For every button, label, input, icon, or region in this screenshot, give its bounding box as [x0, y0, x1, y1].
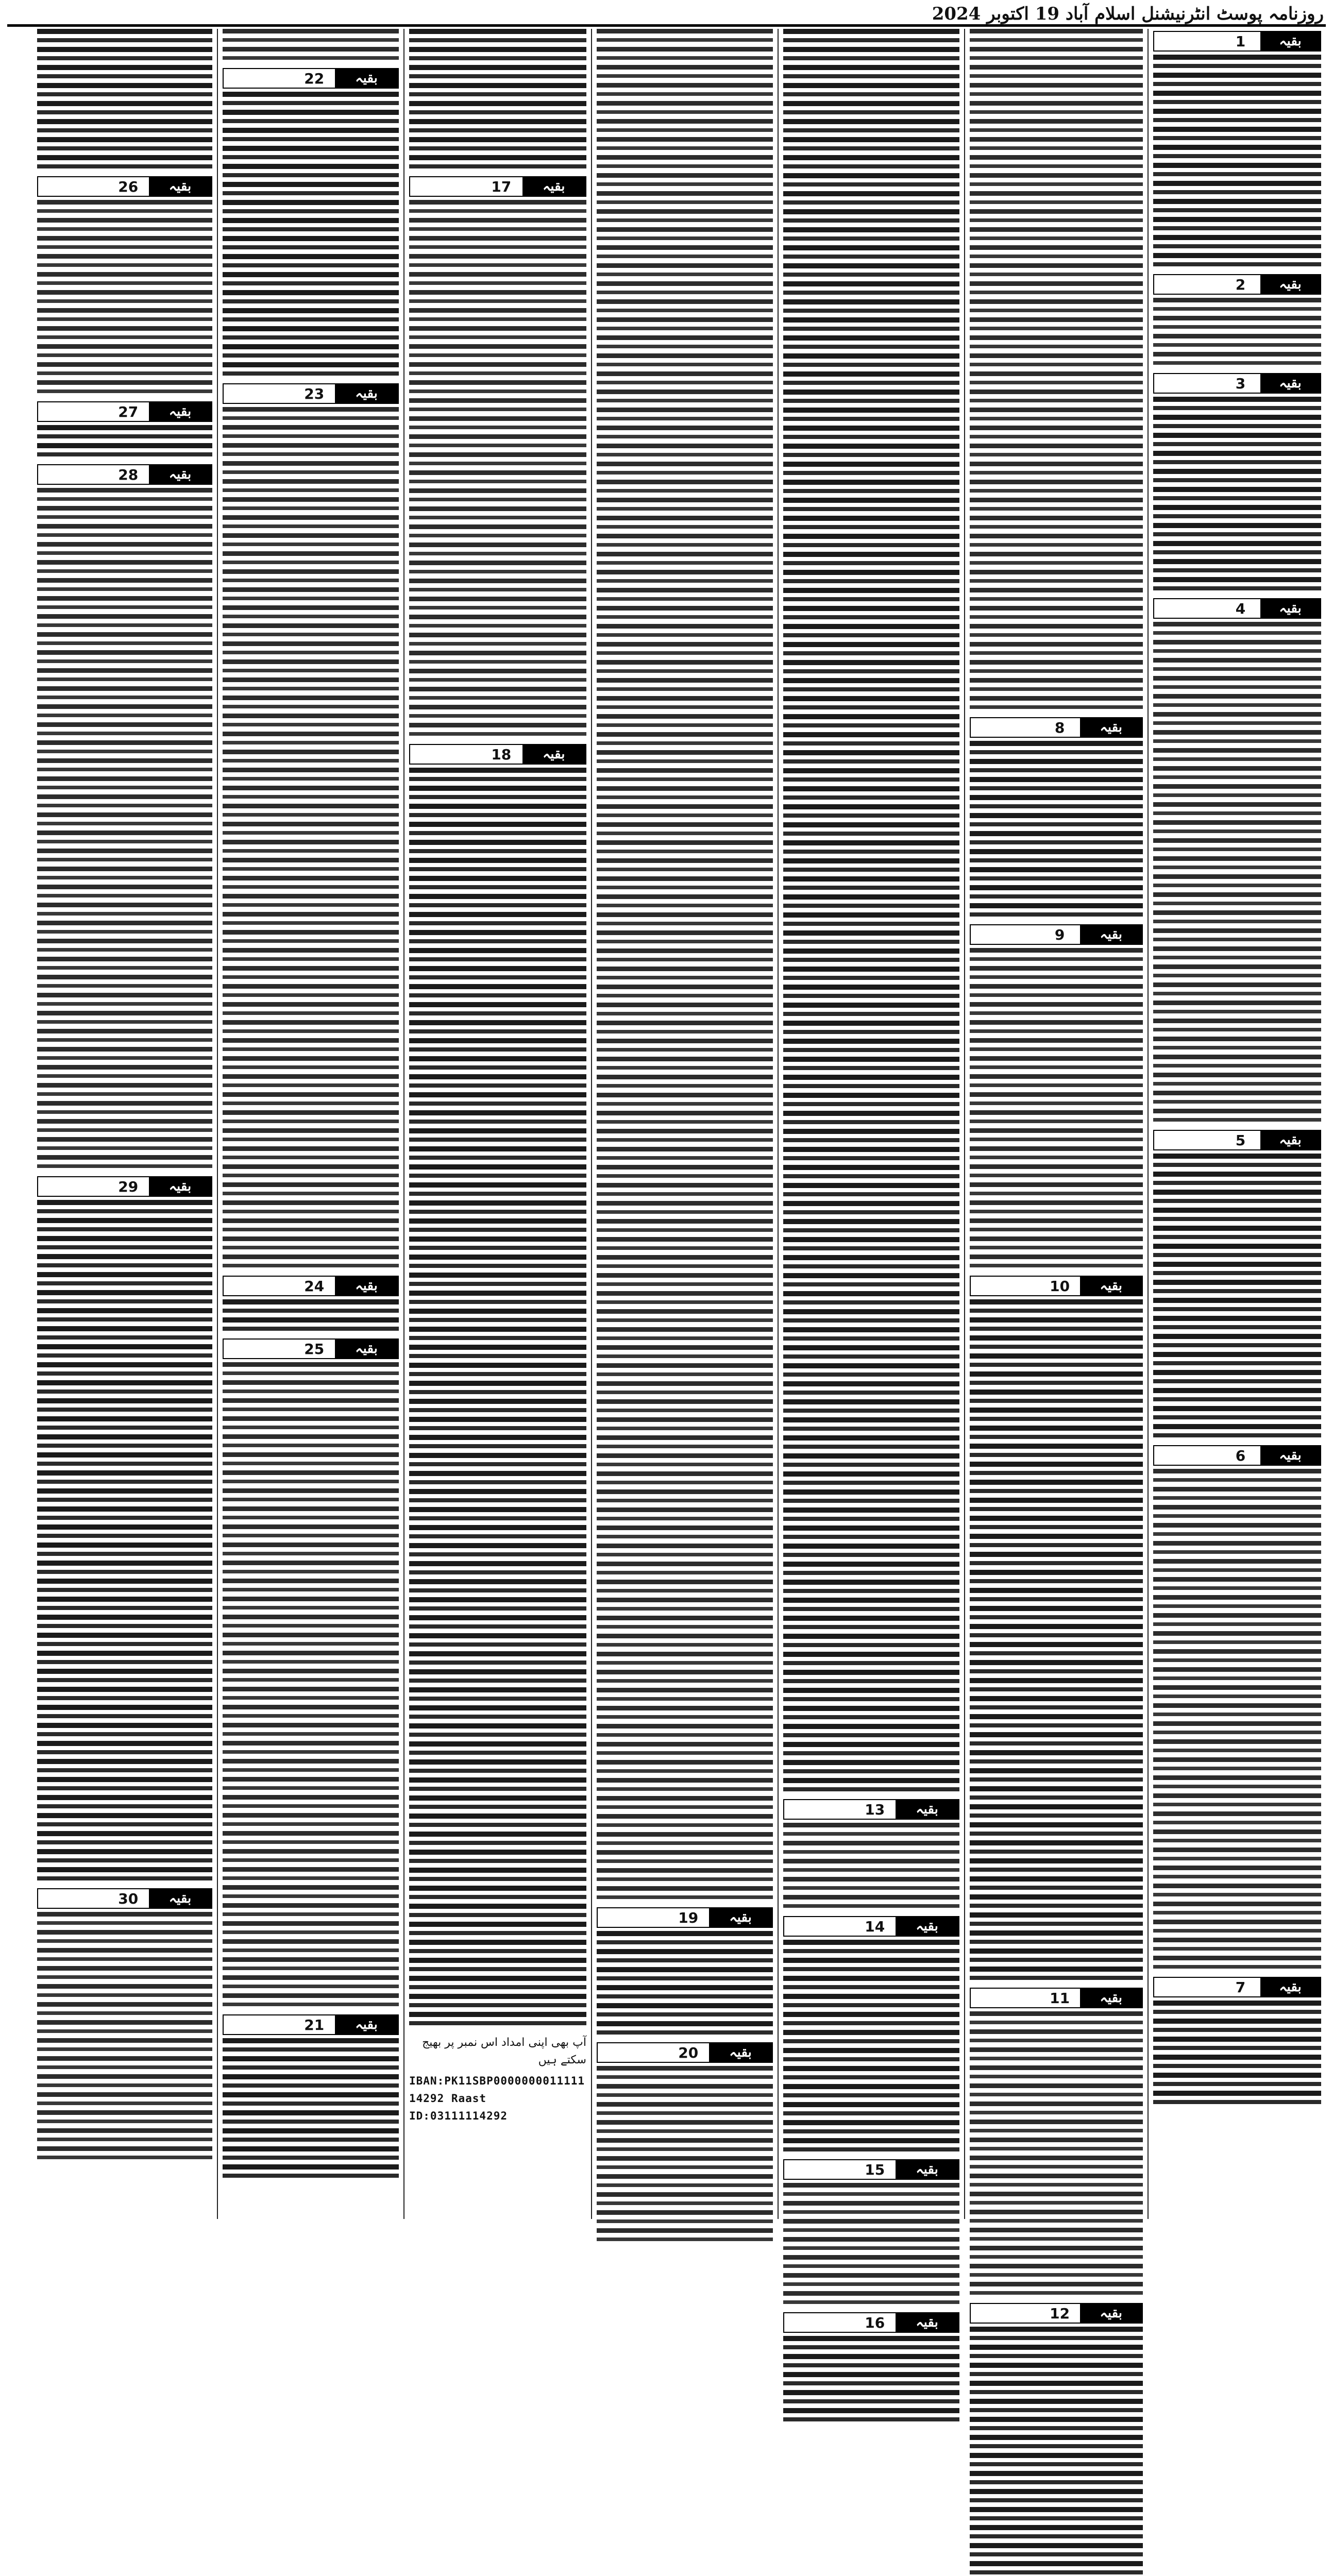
- continuation-number: 5: [1235, 1131, 1246, 1149]
- continuation-number: 10: [1050, 1277, 1070, 1295]
- article-block: [37, 29, 212, 173]
- article-block: [970, 1988, 1143, 2300]
- continuation-number: 19: [678, 1909, 699, 1926]
- continuation-label: بقیہ: [1080, 1989, 1142, 2007]
- continuation-label: بقیہ: [1260, 275, 1320, 294]
- continuation-number: 30: [118, 1890, 139, 1907]
- article-block: [783, 2159, 959, 2309]
- continuation-number: 4: [1235, 600, 1246, 617]
- continuation-header: [783, 1799, 959, 1820]
- article-block: [409, 744, 586, 2030]
- donation-caption: آپ بھی اپنی امداد اس نمبر پر بھیج سکتے ہیں: [422, 2036, 586, 2066]
- article-block: [597, 29, 773, 1904]
- continuation-label: بقیہ: [1080, 2304, 1142, 2323]
- article-text: [409, 768, 586, 2030]
- article-text: [37, 1912, 212, 2164]
- continuation-header: [970, 2303, 1143, 2324]
- continuation-header: [1153, 1130, 1321, 1150]
- continuation-number: 13: [865, 1801, 885, 1818]
- article-text: [970, 29, 1143, 714]
- article-text: [223, 29, 399, 65]
- article-block: [409, 176, 586, 741]
- continuation-number: 29: [118, 1178, 139, 1195]
- continuation-header: [37, 1888, 212, 1909]
- article-text: [970, 2327, 1143, 2576]
- article-block: [597, 2042, 773, 2246]
- continuation-label: بقیہ: [1080, 718, 1142, 737]
- article-text: [37, 200, 212, 398]
- article-block: [783, 1799, 959, 1913]
- continuation-number: 14: [865, 1918, 885, 1935]
- article-text: [970, 948, 1143, 1273]
- continuation-label: بقیہ: [335, 69, 398, 88]
- masthead-title: روزنامہ پوسٹ انٹرنیشنل اسلام آباد 19 اکتوبر 2024: [932, 4, 1324, 24]
- continuation-header: [970, 1276, 1143, 1296]
- continuation-number: 28: [118, 466, 139, 483]
- article-text: [970, 2011, 1143, 2300]
- continuation-header: [783, 2312, 959, 2333]
- continuation-label: بقیہ: [896, 1917, 958, 1936]
- article-block: [1153, 373, 1321, 595]
- continuation-label: بقیہ: [1080, 1277, 1142, 1295]
- continuation-number: 7: [1235, 1978, 1246, 1996]
- continuation-label: بقیہ: [149, 177, 211, 196]
- article-block: [970, 2303, 1143, 2576]
- columns-container: [7, 29, 1326, 2331]
- continuation-number: 26: [118, 178, 139, 195]
- continuation-label: بقیہ: [149, 1177, 211, 1196]
- continuation-label: بقیہ: [1260, 374, 1320, 393]
- column-1: [1148, 29, 1326, 2219]
- continuation-number: 12: [1050, 2304, 1070, 2322]
- article-text: [597, 29, 773, 1904]
- continuation-number: 15: [865, 2161, 885, 2178]
- article-text: [223, 407, 399, 1273]
- continuation-number: 21: [304, 2016, 325, 2033]
- article-block: [223, 29, 399, 65]
- article-block: [223, 2014, 399, 2182]
- continuation-number: 25: [304, 1340, 325, 1358]
- column-4: [591, 29, 778, 2219]
- continuation-number: 22: [304, 70, 325, 87]
- continuation-label: بقیہ: [1260, 1978, 1320, 1996]
- continuation-label: بقیہ: [1260, 32, 1320, 50]
- article-block: [1153, 1130, 1321, 1442]
- column-3: [778, 29, 964, 2331]
- continuation-number: 16: [865, 2314, 885, 2331]
- article-block: [783, 29, 959, 1796]
- column-7: [32, 29, 217, 2219]
- continuation-header: [597, 1907, 773, 1928]
- continuation-header: [409, 176, 586, 197]
- article-block: [597, 1907, 773, 2039]
- continuation-number: 24: [304, 1277, 325, 1295]
- article-text: [783, 1823, 959, 1913]
- article-block: [970, 1276, 1143, 1985]
- article-text: [783, 2336, 959, 2426]
- article-block: [783, 1916, 959, 2156]
- article-text: [1153, 622, 1321, 1127]
- continuation-header: [409, 744, 586, 765]
- continuation-label: بقیہ: [335, 384, 398, 403]
- continuation-header: [597, 2042, 773, 2063]
- continuation-header: [37, 176, 212, 197]
- article-block: [1153, 1445, 1321, 1974]
- article-text: [37, 488, 212, 1173]
- continuation-header: [37, 1176, 212, 1197]
- article-block: [37, 1176, 212, 1885]
- continuation-header: [783, 2159, 959, 2180]
- continuation-header: [1153, 1445, 1321, 1466]
- continuation-label: بقیہ: [709, 1908, 772, 1927]
- continuation-number: 17: [491, 178, 512, 195]
- continuation-number: 11: [1050, 1989, 1070, 2007]
- continuation-number: 6: [1235, 1447, 1246, 1464]
- continuation-header: [970, 924, 1143, 945]
- article-block: [37, 464, 212, 1173]
- article-block: [1153, 1977, 1321, 2109]
- article-block: [1153, 31, 1321, 271]
- continuation-number: 20: [678, 2044, 699, 2061]
- article-text: [409, 200, 586, 741]
- article-text: [223, 92, 399, 380]
- article-text: [37, 425, 212, 461]
- article-block: [970, 29, 1143, 714]
- article-block: [223, 383, 399, 1273]
- continuation-number: 23: [304, 385, 325, 402]
- continuation-label: بقیہ: [896, 1800, 958, 1819]
- article-block: [409, 29, 586, 173]
- column-6: [217, 29, 403, 2219]
- continuation-number: 27: [118, 403, 139, 420]
- continuation-header: [37, 401, 212, 422]
- continuation-header: [37, 464, 212, 485]
- continuation-label: بقیہ: [335, 1277, 398, 1295]
- continuation-header: [1153, 1977, 1321, 1997]
- article-text: [223, 1299, 399, 1335]
- continuation-label: بقیہ: [522, 177, 585, 196]
- continuation-header: [223, 68, 399, 89]
- article-text: [597, 2066, 773, 2246]
- article-block: [783, 2312, 959, 2426]
- article-text: [1153, 55, 1321, 271]
- article-text: [1153, 1469, 1321, 1974]
- article-block: [37, 176, 212, 398]
- article-text: [1153, 2001, 1321, 2109]
- continuation-header: [223, 383, 399, 404]
- continuation-number: 2: [1235, 276, 1246, 293]
- continuation-number: 18: [491, 745, 512, 763]
- continuation-header: [970, 717, 1143, 738]
- article-block: [970, 717, 1143, 921]
- continuation-header: [1153, 373, 1321, 394]
- continuation-label: بقیہ: [1080, 925, 1142, 944]
- article-text: [597, 1931, 773, 2039]
- article-text: [970, 1299, 1143, 1985]
- continuation-label: بقیہ: [896, 2160, 958, 2179]
- article-block: [223, 1276, 399, 1335]
- continuation-number: 3: [1235, 375, 1246, 392]
- continuation-header: [223, 1276, 399, 1296]
- article-block: [1153, 598, 1321, 1127]
- continuation-header: [783, 1916, 959, 1937]
- article-block: [223, 68, 399, 380]
- article-text: [783, 2183, 959, 2309]
- article-block: [223, 1338, 399, 2011]
- article-block: [970, 924, 1143, 1273]
- continuation-header: [970, 1988, 1143, 2008]
- continuation-label: بقیہ: [522, 745, 585, 764]
- column-2: [964, 29, 1148, 2322]
- article-text: [1153, 1154, 1321, 1442]
- continuation-label: بقیہ: [709, 2043, 772, 2062]
- continuation-label: بقیہ: [149, 1889, 211, 1908]
- article-block: [409, 2033, 586, 2127]
- continuation-header: [1153, 598, 1321, 619]
- article-block: [1153, 274, 1321, 370]
- continuation-number: 8: [1054, 719, 1065, 736]
- continuation-label: بقیہ: [1260, 1131, 1320, 1149]
- article-text: [783, 29, 959, 1796]
- article-text: [1153, 397, 1321, 595]
- continuation-header: [1153, 31, 1321, 52]
- article-block: [37, 401, 212, 461]
- article-block: [37, 1888, 212, 2164]
- continuation-label: بقیہ: [149, 465, 211, 484]
- continuation-label: بقیہ: [335, 1340, 398, 1358]
- masthead: [7, 3, 1326, 27]
- continuation-number: 9: [1054, 926, 1065, 943]
- continuation-number: 1: [1235, 32, 1246, 50]
- article-text: [1153, 298, 1321, 370]
- article-text: [223, 2038, 399, 2182]
- continuation-header: [1153, 274, 1321, 295]
- continuation-label: بقیہ: [1260, 1446, 1320, 1465]
- continuation-label: بقیہ: [335, 2015, 398, 2034]
- continuation-label: بقیہ: [1260, 599, 1320, 618]
- article-text: [783, 1940, 959, 2156]
- column-5: [403, 29, 591, 2219]
- article-text: [970, 741, 1143, 921]
- article-text: [37, 1200, 212, 1885]
- article-text: [409, 29, 586, 173]
- continuation-header: [223, 1338, 399, 1359]
- iban-text: IBAN:PK11SBP0000000011111 14292 Raast ID:03111114292: [409, 2075, 585, 2122]
- article-text: [37, 29, 212, 173]
- continuation-label: بقیہ: [896, 2313, 958, 2332]
- article-text: [223, 1362, 399, 2011]
- continuation-header: [223, 2014, 399, 2035]
- continuation-label: بقیہ: [149, 402, 211, 421]
